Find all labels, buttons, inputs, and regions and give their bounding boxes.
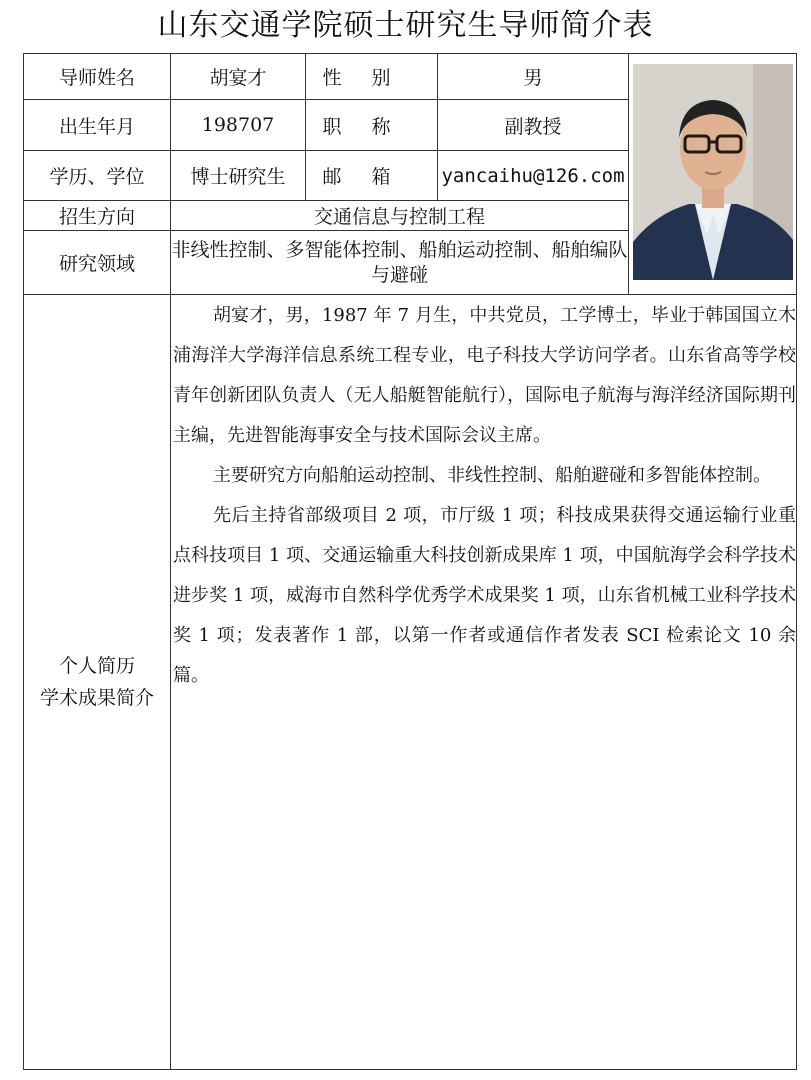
direction-value: 交通信息与控制工程 bbox=[171, 201, 629, 231]
email-label bbox=[306, 151, 438, 201]
field-value: 非线性控制、多智能体控制、船舶运动控制、船舶编队与避碰 bbox=[171, 231, 629, 295]
portrait-illustration bbox=[633, 64, 793, 280]
bio-label bbox=[24, 295, 171, 1070]
advisor-photo bbox=[633, 64, 793, 280]
rank-label-text: 职称 bbox=[322, 115, 421, 138]
page-title: 山东交通学院硕士研究生导师简介表 bbox=[157, 8, 654, 43]
direction-label: 招生方向 bbox=[24, 201, 171, 231]
name-label: 导师姓名 bbox=[24, 54, 171, 100]
row-name bbox=[24, 54, 797, 100]
gender-label-text: 性别 bbox=[322, 67, 421, 89]
gender-label bbox=[306, 54, 438, 100]
bio-label-line2: 学术成果简介 bbox=[39, 687, 154, 709]
birth-value: 198707 bbox=[171, 100, 306, 151]
email-value: yancaihu@126.com bbox=[438, 151, 629, 201]
rank-label bbox=[306, 100, 438, 151]
bio-paragraph: 主要研究方向船舶运动控制、非线性控制、船舶避碰和多智能体控制。 bbox=[213, 465, 771, 486]
rank-value: 副教授 bbox=[438, 100, 629, 151]
field-label: 研究领域 bbox=[24, 231, 171, 295]
degree-label: 学历、学位 bbox=[24, 151, 171, 201]
gender-value: 男 bbox=[438, 54, 629, 100]
email-label-text: 邮箱 bbox=[322, 166, 421, 188]
row-bio bbox=[24, 295, 797, 1070]
bio-paragraph: 胡宴才，男，1987 年 7 月生，中共党员，工学博士，毕业于韩国国立木浦海洋大学海洋信息系统工程专业，电子科技大学访问学者。山东省高等学校青年创新团队负责人（无人船艇智能航行），国际电子航海与海洋经济国际期刊主编，先进智能海事安全与技术国际会议主席。 bbox=[173, 305, 796, 446]
profile-table bbox=[23, 53, 797, 1070]
photo-cell bbox=[629, 54, 797, 295]
degree-value: 博士研究生 bbox=[171, 151, 306, 201]
bio-paragraph: 先后主持省部级项目 2 项，市厅级 1 项；科技成果获得交通运输行业重点科技项目 1 项、交通运输重大科技创新成果库 1 项，中国航海学会科学技术进步奖 1 项，威海市自然科学优秀学术成果奖 1 项，山东省机械工业科学技术奖 1 项；发表著作 1 部，以第一作者或通信作者发表 SCI 检索论文 10 余篇。 bbox=[173, 505, 796, 686]
birth-label: 出生年月 bbox=[24, 100, 171, 151]
bio-label-line1: 个人简历 bbox=[58, 655, 135, 677]
name-value: 胡宴才 bbox=[171, 54, 306, 100]
bio-content bbox=[171, 295, 797, 1070]
